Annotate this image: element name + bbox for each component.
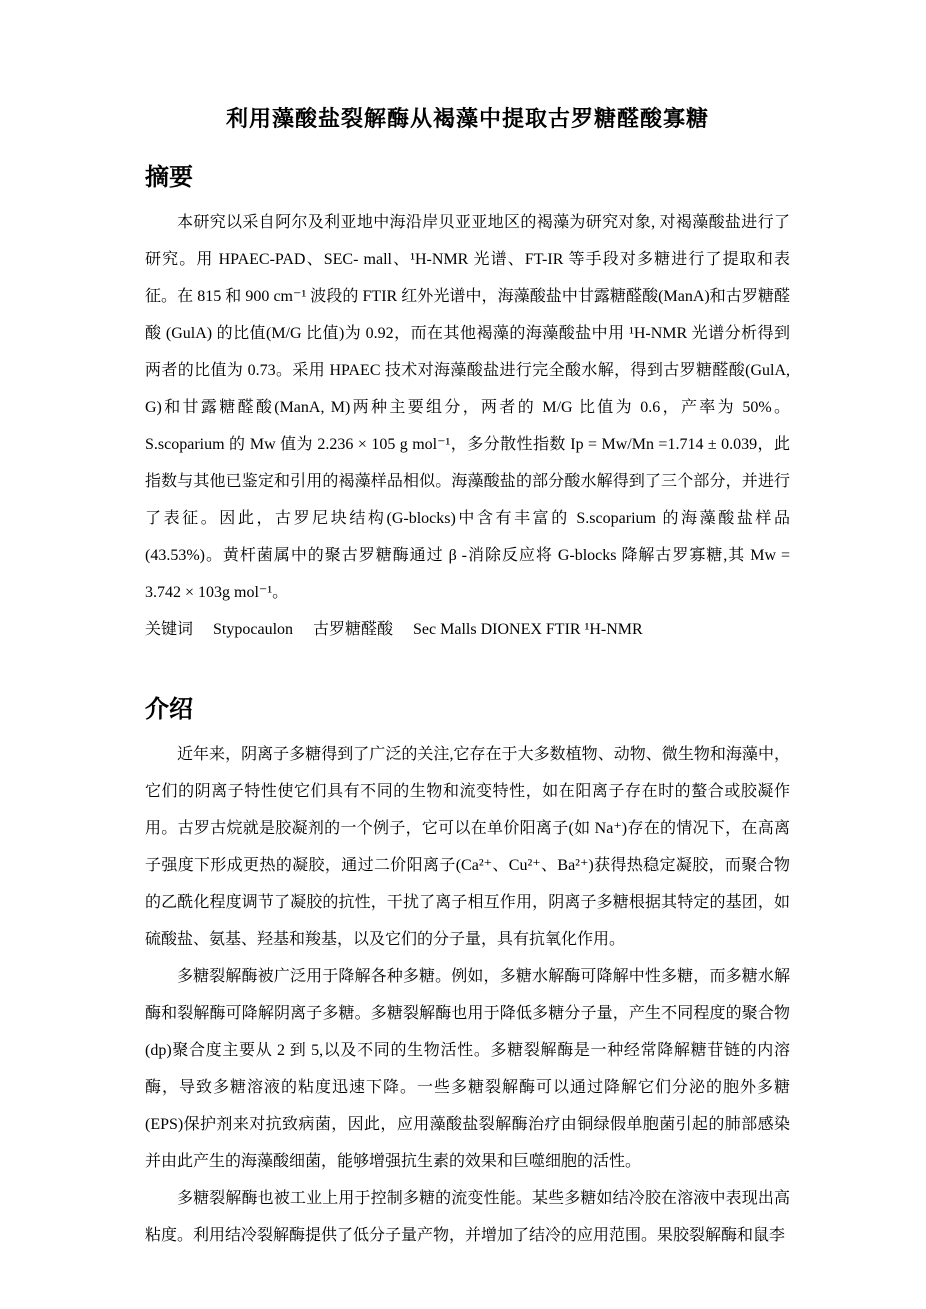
abstract-paragraph: 本研究以采自阿尔及利亚地中海沿岸贝亚亚地区的褐藻为研究对象, 对褐藻酸盐进行了研究。用 HPAEC-PAD、SEC- mall、¹H-NMR 光谱、FT-IR 等手段对多糖进行了提取和表征。在 815 和 900 cm⁻¹ 波段的 FTIR 红外光谱中，海藻酸盐中甘露糖醛酸(ManA)和古罗糖醛酸 (GulA) 的比值(M/G 比值)为 0.92，而在其他褐藻的海藻酸盐中用 ¹H-NMR 光谱分析得到两者的比值为 0.73。采用 HPAEC 技术对海藻酸盐进行完全酸水解，得到古罗糖醛酸(GulA, G)和甘露糖醛酸(ManA, M)两种主要组分，两者的 M/G 比值为 0.6，产率为 50%。S.scoparium 的 Mw 值为 2.236 × 105 g mol⁻¹，多分散性指数 Ip = Mw/Mn =1.714 ± 0.039，此指数与其他已鉴定和引用的褐藻样品相似。海藻酸盐的部分酸水解得到了三个部分，并进行了表征。因此，古罗尼块结构(G-blocks)中含有丰富的 S.scoparium 的海藻酸盐样品(43.53%)。黄杆菌属中的聚古罗糖酶通过 β -消除反应将 G-blocks 降解古罗寡糖,其 Mw = 3.742 × 103g mol⁻¹。 xyxy=(145,214,790,601)
keywords-label: 关键词 xyxy=(145,621,194,638)
keywords-line xyxy=(145,611,790,648)
keyword-item: 古罗糖醛酸 xyxy=(313,621,394,638)
introduction-paragraph-1: 近年来，阴离子多糖得到了广泛的关注,它存在于大多数植物、动物、微生物和海藻中，它们的阴离子特性使它们具有不同的生物和流变特性，如在阳离子存在时的螯合或胶凝作用。古罗古烷就是胶凝剂的一个例子，它可以在单价阳离子(如 Na⁺)存在的情况下，在高离子强度下形成更热的凝胶，通过二价阳离子(Ca²⁺、Cu²⁺、Ba²⁺)获得热稳定凝胶，而聚合物的乙酰化程度调节了凝胶的抗性，干扰了离子相互作用，阴离子多糖根据其特定的基团，如硫酸盐、氨基、羟基和羧基，以及它们的分子量，具有抗氧化作用。 xyxy=(145,746,790,948)
keyword-item: Stypocaulon xyxy=(213,621,294,638)
introduction-heading: 介绍 xyxy=(145,696,193,723)
introduction-paragraph-3: 多糖裂解酶也被工业上用于控制多糖的流变性能。某些多糖如结冷胶在溶液中表现出高粘度。利用结冷裂解酶提供了低分子量产物，并增加了结冷的应用范围。果胶裂解酶和鼠李 xyxy=(145,1190,790,1244)
keyword-item: Sec Malls DIONEX FTIR ¹H-NMR xyxy=(413,621,643,638)
introduction-section xyxy=(145,694,790,1254)
introduction-paragraph-2: 多糖裂解酶被广泛用于降解各种多糖。例如，多糖水解酶可降解中性多糖，而多糖水解酶和裂解酶可降解阴离子多糖。多糖裂解酶也用于降低多糖分子量，产生不同程度的聚合物(dp)聚合度主要从 2 到 5,以及不同的生物活性。多糖裂解酶是一种经常降解糖苷链的内溶酶，导致多糖溶液的粘度迅速下降。一些多糖裂解酶可以通过降解它们分泌的胞外多糖(EPS)保护剂来对抗致病菌，因此，应用藻酸盐裂解酶治疗由铜绿假单胞菌引起的肺部感染并由此产生的海藻酸细菌，能够增强抗生素的效果和巨噬细胞的活性。 xyxy=(145,968,790,1170)
abstract-heading: 摘要 xyxy=(145,164,193,191)
abstract-section xyxy=(145,162,790,648)
document-title: 利用藻酸盐裂解酶从褐藻中提取古罗糖醛酸寡糖 xyxy=(225,106,709,131)
